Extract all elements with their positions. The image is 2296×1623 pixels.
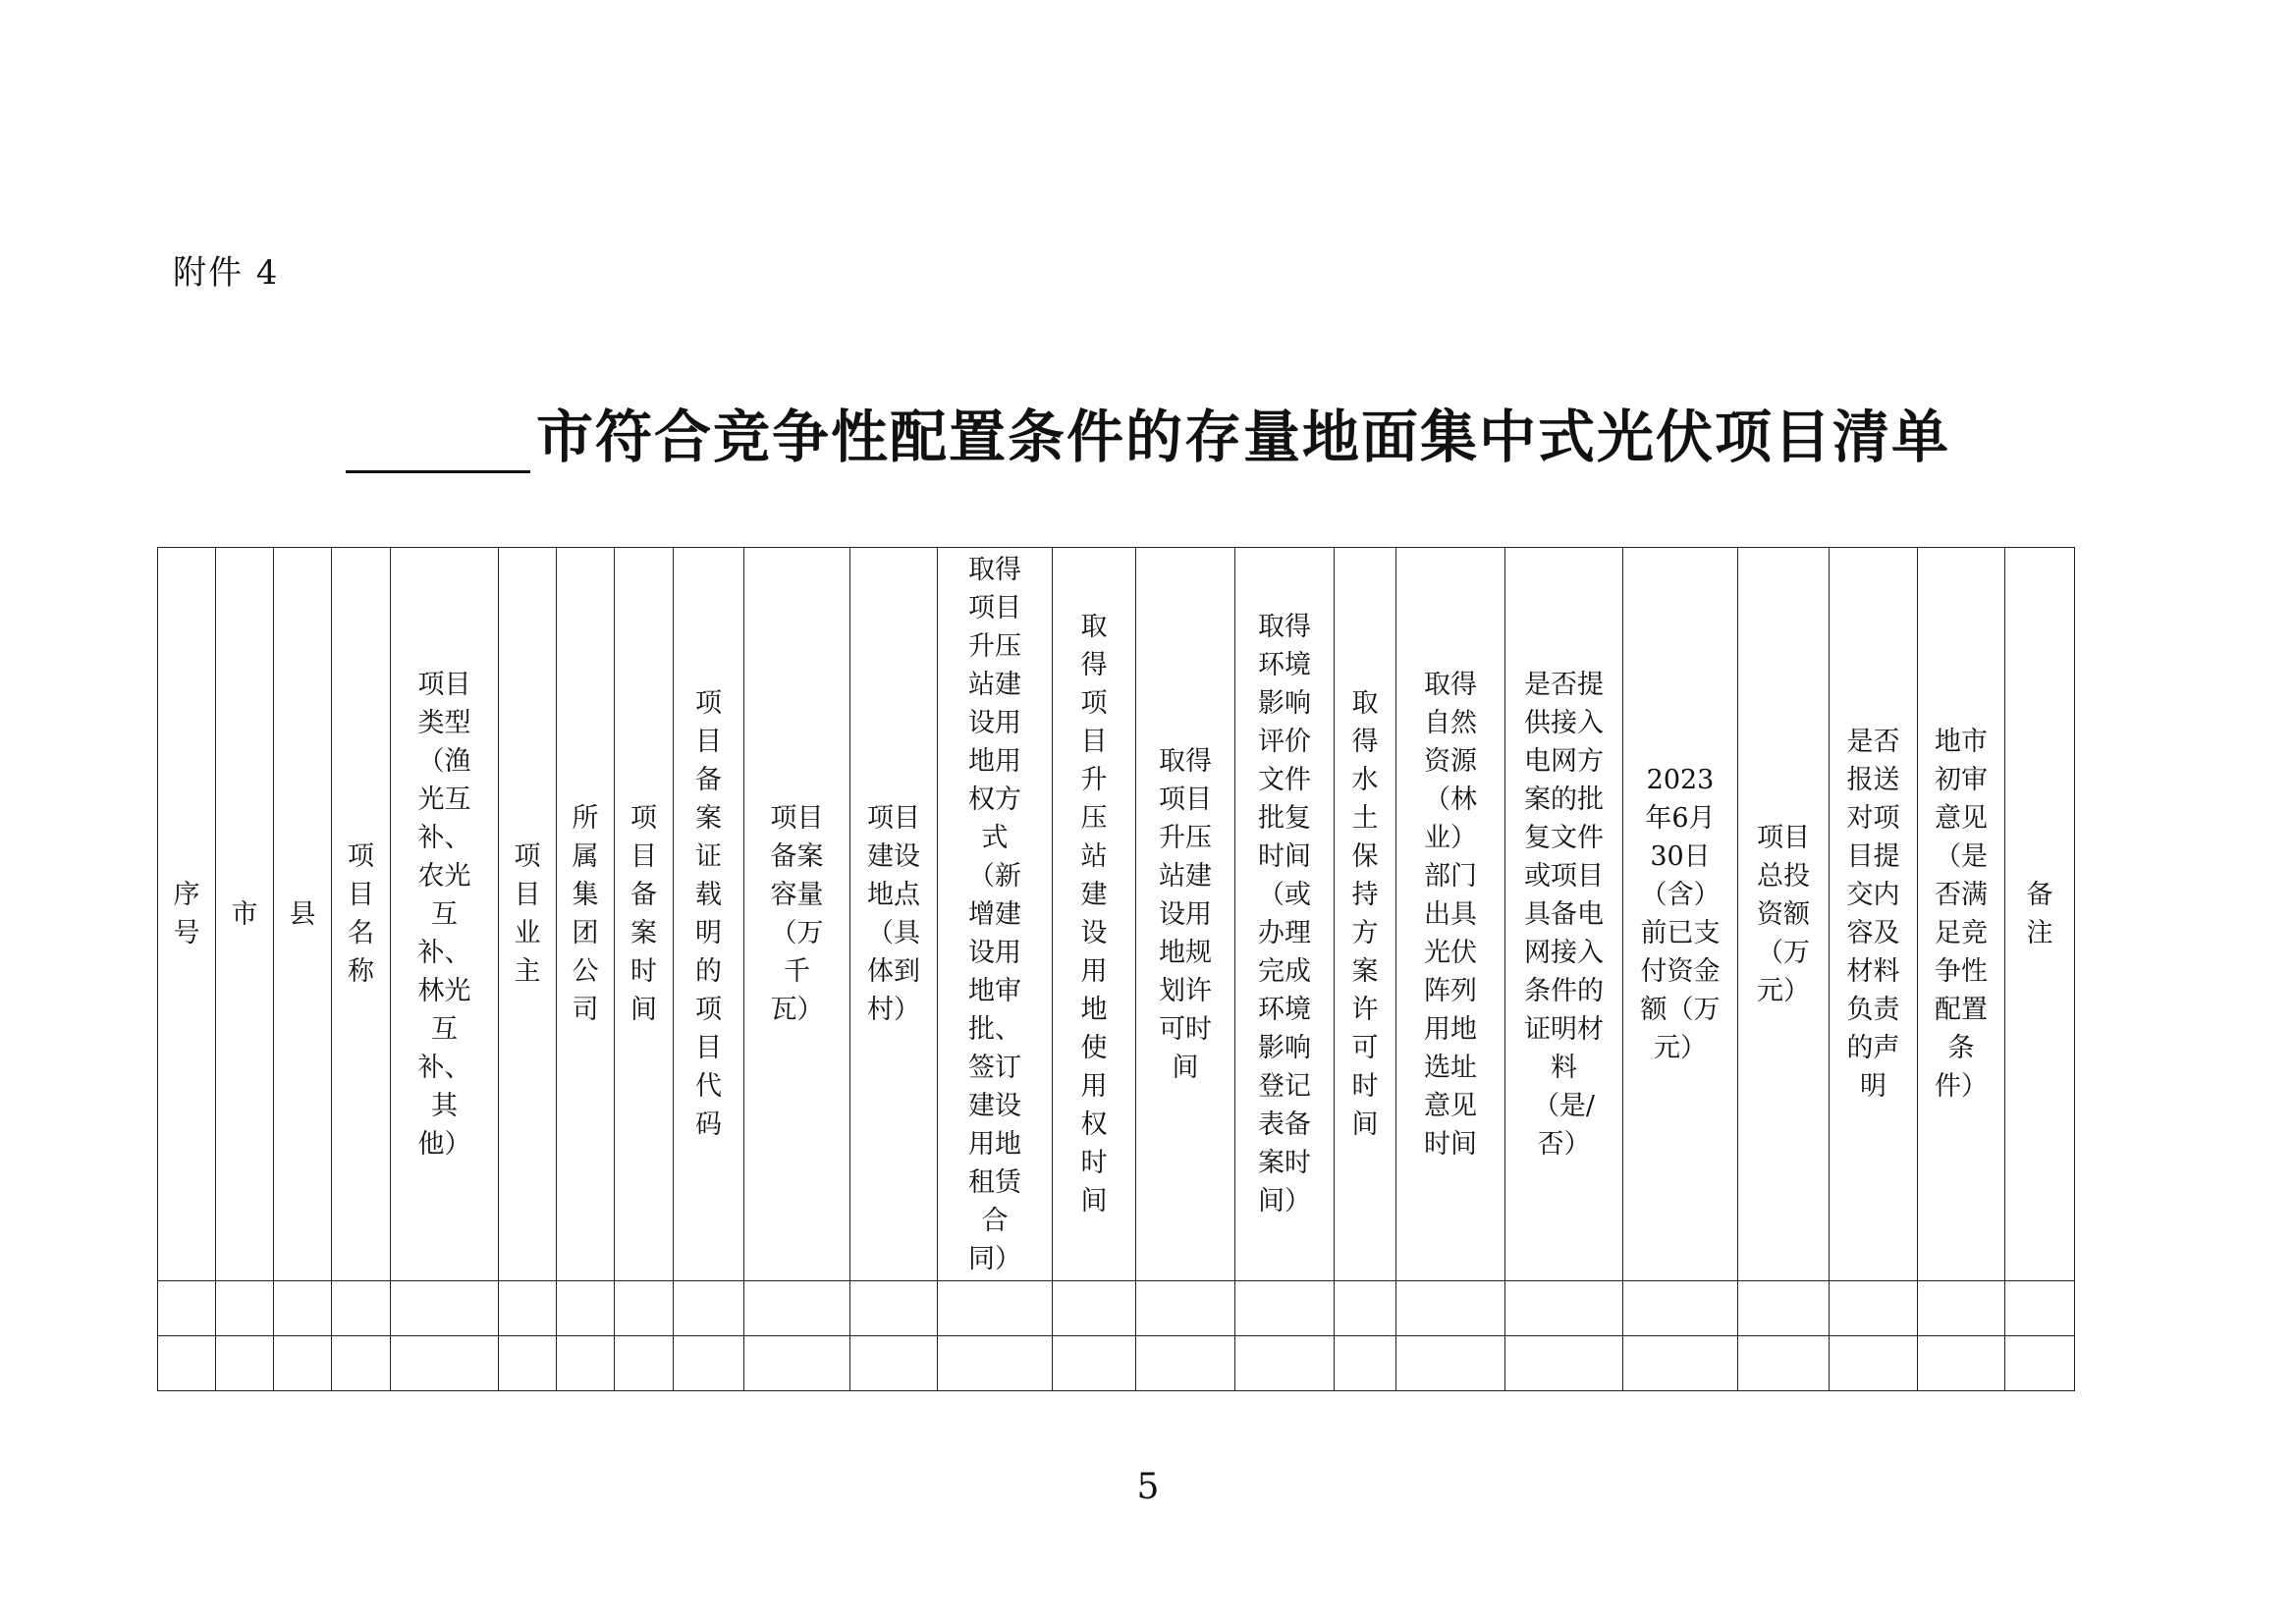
- table-cell: [744, 1281, 850, 1336]
- table-cell: [557, 1336, 615, 1391]
- table-cell: [1136, 1281, 1235, 1336]
- header-cell: 市: [216, 548, 274, 1281]
- header-cell: 取得水土保持方案许可时间: [1335, 548, 1396, 1281]
- table-cell: [1623, 1336, 1738, 1391]
- table-cell: [499, 1281, 557, 1336]
- table-cell: [499, 1336, 557, 1391]
- attachment-label: 附件 4: [173, 253, 280, 293]
- table-row: [158, 1281, 2075, 1336]
- table-cell: [1053, 1281, 1136, 1336]
- header-cell: 取得自然资源（林业）部门出具光伏阵列用地选址意见时间: [1396, 548, 1505, 1281]
- header-cell: 取得项目升压站建设用地用权方式（新增建设用地审批、签订建设用地租赁合同）: [938, 548, 1053, 1281]
- table-cell: [1623, 1281, 1738, 1336]
- header-cell: 取得项目升压站建设用地使用权时间: [1053, 548, 1136, 1281]
- table-cell: [1918, 1336, 2005, 1391]
- header-cell: 取得环境影响评价文件批复时间（或办理完成环境影响登记表备案时间）: [1235, 548, 1335, 1281]
- table-cell: [332, 1281, 391, 1336]
- project-list-table: [157, 547, 2075, 1391]
- header-cell: 县: [274, 548, 332, 1281]
- header-cell: 项目业主: [499, 548, 557, 1281]
- header-cell: 所属集团公司: [557, 548, 615, 1281]
- table-cell: [1918, 1281, 2005, 1336]
- header-cell: 项目备案容量（万千瓦）: [744, 548, 850, 1281]
- header-cell: 项目类型（渔光互补、农光互补、林光互补、其他）: [391, 548, 499, 1281]
- table-cell: [557, 1281, 615, 1336]
- table-cell: [1505, 1281, 1623, 1336]
- header-cell: 地市初审意见（是否满足竞争性配置条件）: [1918, 548, 2005, 1281]
- header-cell: 序号: [158, 548, 216, 1281]
- table-cell: [391, 1281, 499, 1336]
- table-cell: [216, 1281, 274, 1336]
- table-cell: [1738, 1281, 1830, 1336]
- table-cell: [744, 1336, 850, 1391]
- header-cell: 是否报送对项目提交内容及材料负责的声明: [1830, 548, 1918, 1281]
- table-cell: [274, 1336, 332, 1391]
- table-cell: [1738, 1336, 1830, 1391]
- table-cell: [850, 1336, 938, 1391]
- table-cell: [274, 1281, 332, 1336]
- table-cell: [1335, 1336, 1396, 1391]
- table-cell: [674, 1281, 744, 1336]
- header-cell: 2023年6月30日（含）前已支付资金额（万元）: [1623, 548, 1738, 1281]
- table-cell: [2005, 1281, 2075, 1336]
- header-cell: 是否提供接入电网方案的批复文件或项目具备电网接入条件的证明材料（是/否）: [1505, 548, 1623, 1281]
- header-cell: 项目总投资额（万元）: [1738, 548, 1830, 1281]
- page-number: 5: [1136, 1467, 1160, 1507]
- city-name-blank: [346, 415, 530, 473]
- table-cell: [1505, 1336, 1623, 1391]
- table-cell: [615, 1281, 674, 1336]
- table-cell: [158, 1281, 216, 1336]
- table-cell: [2005, 1336, 2075, 1391]
- title-text: 市符合竞争性配置条件的存量地面集中式光伏项目清单: [535, 404, 1950, 470]
- header-row: [158, 548, 2075, 1281]
- table-cell: [1053, 1336, 1136, 1391]
- table-cell: [1235, 1336, 1335, 1391]
- table-cell: [1235, 1281, 1335, 1336]
- table-cell: [391, 1336, 499, 1391]
- table-cell: [216, 1336, 274, 1391]
- header-cell: 取得项目升压站建设用地规划许可时间: [1136, 548, 1235, 1281]
- table-cell: [1335, 1281, 1396, 1336]
- table-cell: [1396, 1336, 1505, 1391]
- header-cell: 项目备案证载明的项目代码: [674, 548, 744, 1281]
- table-cell: [332, 1336, 391, 1391]
- header-cell: 项目备案时间: [615, 548, 674, 1281]
- table-cell: [938, 1281, 1053, 1336]
- header-cell: 项目建设地点（具体到村）: [850, 548, 938, 1281]
- table-cell: [850, 1281, 938, 1336]
- header-cell: 备注: [2005, 548, 2075, 1281]
- table-cell: [674, 1336, 744, 1391]
- table-cell: [1830, 1336, 1918, 1391]
- table-cell: [1830, 1281, 1918, 1336]
- table-cell: [158, 1336, 216, 1391]
- table-cell: [615, 1336, 674, 1391]
- table-cell: [1136, 1336, 1235, 1391]
- table-row: [158, 1336, 2075, 1391]
- table-cell: [1396, 1281, 1505, 1336]
- header-cell: 项目名称: [332, 548, 391, 1281]
- table-cell: [938, 1336, 1053, 1391]
- page-title: [0, 391, 2296, 473]
